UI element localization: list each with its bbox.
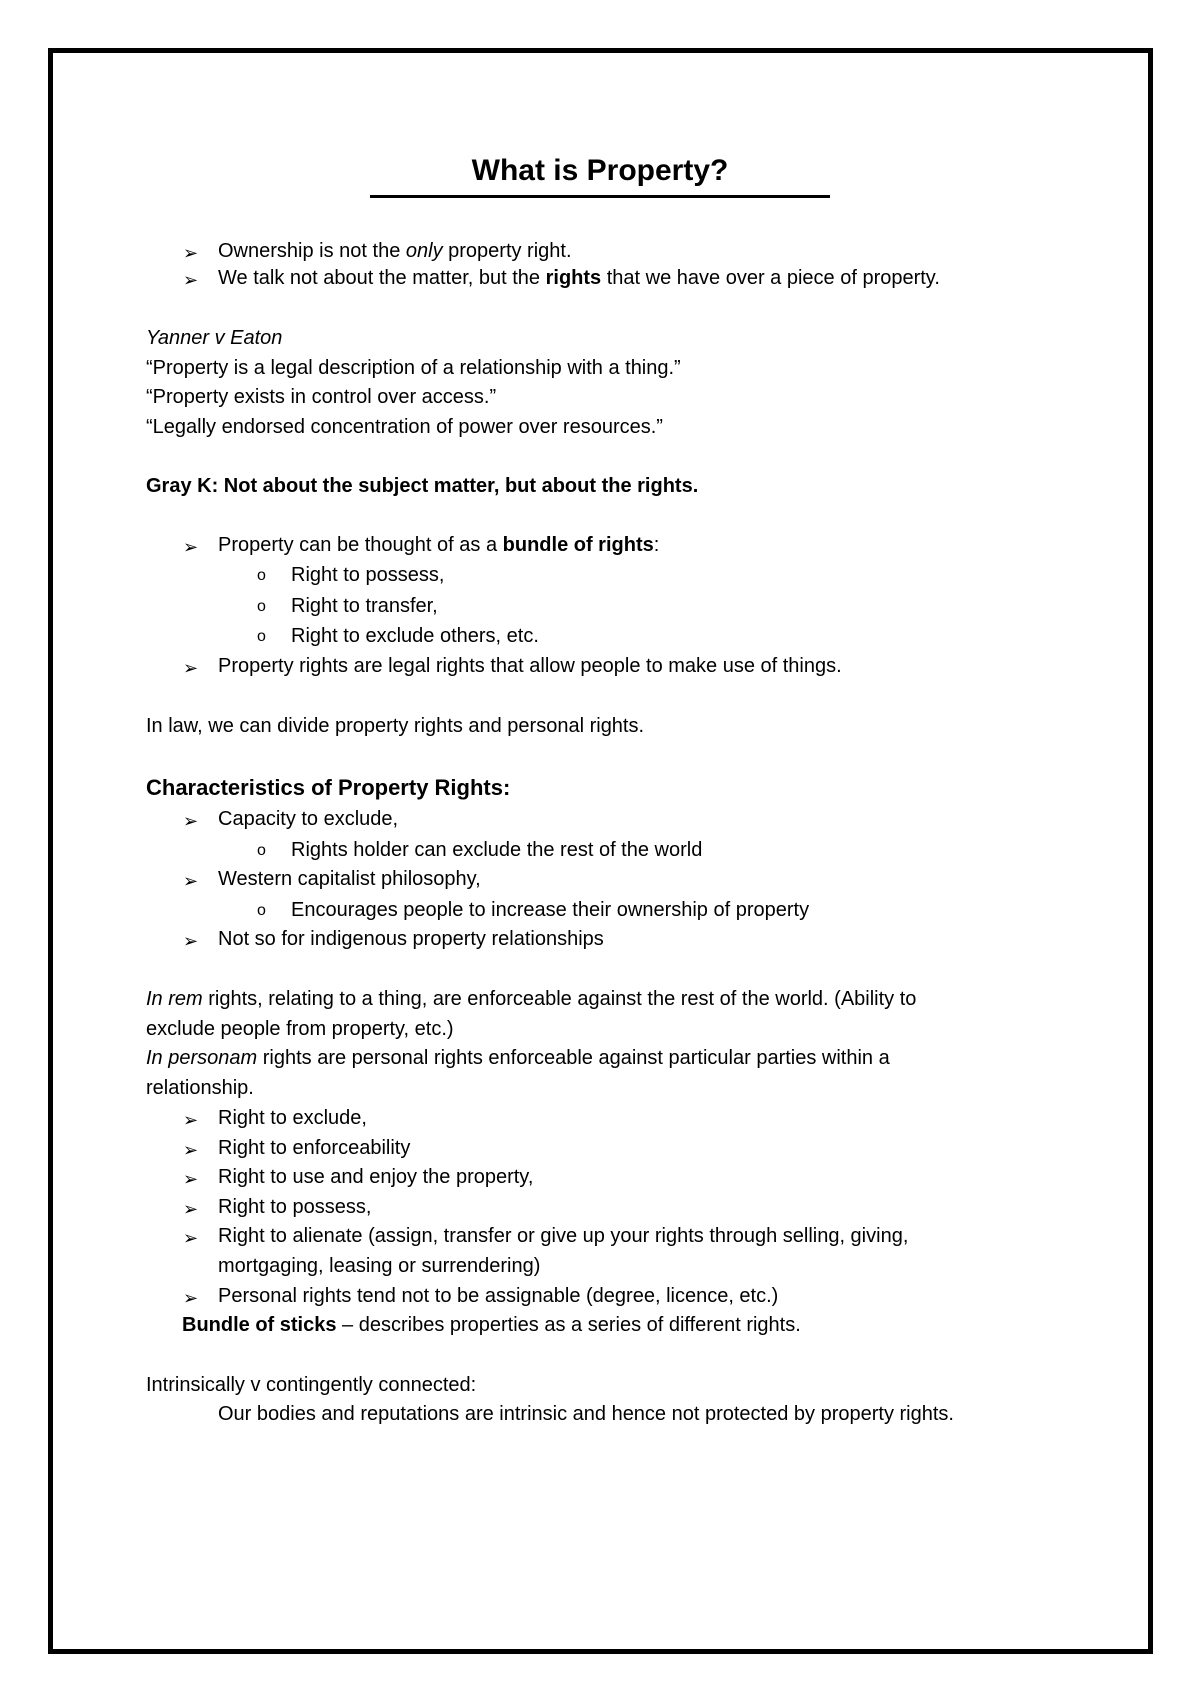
list-item: Right to enforceability (218, 1137, 411, 1159)
title-underline (370, 195, 830, 198)
arrow-bullet-icon: ➢ (183, 871, 199, 891)
bullet-ownership: Ownership is not the only property right. (218, 240, 572, 262)
list-item-continuation: mortgaging, leasing or surrendering) (218, 1255, 541, 1277)
sub-bullet: Right to exclude others, etc. (291, 625, 539, 647)
circle-bullet-icon: o (257, 567, 266, 584)
list-item: Right to alienate (assign, transfer or give up your rights through selling, giving, (218, 1225, 909, 1247)
list-item: Personal rights tend not to be assignable (degree, licence, etc.) (218, 1285, 779, 1307)
bullet-bundle: Property can be thought of as a bundle of rights: (218, 534, 660, 556)
circle-bullet-icon: o (257, 842, 266, 859)
arrow-bullet-icon: ➢ (183, 537, 199, 557)
arrow-bullet-icon: ➢ (183, 658, 199, 678)
intrinsic-text: Our bodies and reputations are intrinsic and hence not protected by property rights. (218, 1403, 954, 1425)
in-personam-line-2: relationship. (146, 1077, 254, 1099)
circle-bullet-icon: o (257, 598, 266, 615)
case-quote: “Legally endorsed concentration of power over resources.” (146, 416, 663, 438)
bullet-capacity: Capacity to exclude, (218, 808, 399, 830)
arrow-bullet-icon: ➢ (183, 1288, 199, 1308)
circle-bullet-icon: o (257, 628, 266, 645)
arrow-bullet-icon: ➢ (183, 931, 199, 951)
arrow-bullet-icon: ➢ (183, 1169, 199, 1189)
case-quote: “Property exists in control over access.” (146, 386, 497, 408)
divide-note: In law, we can divide property rights and personal rights. (146, 715, 645, 737)
arrow-bullet-icon: ➢ (183, 1140, 199, 1160)
list-item: Right to possess, (218, 1196, 372, 1218)
intrinsic-heading: Intrinsically v contingently connected: (146, 1374, 477, 1396)
sub-bullet: Rights holder can exclude the rest of the world (291, 839, 703, 861)
in-rem-line-2: exclude people from property, etc.) (146, 1018, 454, 1040)
arrow-bullet-icon: ➢ (183, 811, 199, 831)
bullet-western: Western capitalist philosophy, (218, 868, 481, 890)
bundle-of-sticks: Bundle of sticks – describes properties as a series of different rights. (182, 1314, 801, 1336)
bullet-legal-rights: Property rights are legal rights that allow people to make use of things. (218, 655, 842, 677)
list-item: Right to exclude, (218, 1107, 367, 1129)
arrow-bullet-icon: ➢ (183, 1199, 199, 1219)
sub-bullet: Right to possess, (291, 564, 445, 586)
sub-bullet: Encourages people to increase their ownership of property (291, 899, 810, 921)
in-personam-line-1: In personam rights are personal rights enforceable against particular parties within a (146, 1047, 890, 1069)
page-title: What is Property? (471, 154, 729, 187)
circle-bullet-icon: o (257, 902, 266, 919)
section-heading: Characteristics of Property Rights: (146, 775, 511, 800)
gray-k-note: Gray K: Not about the subject matter, but about the rights. (146, 475, 699, 497)
sub-bullet: Right to transfer, (291, 595, 438, 617)
bullet-indigenous: Not so for indigenous property relationships (218, 928, 604, 950)
arrow-bullet-icon: ➢ (183, 1228, 199, 1248)
case-quote: “Property is a legal description of a relationship with a thing.” (146, 357, 681, 379)
arrow-bullet-icon: ➢ (183, 1110, 199, 1130)
in-rem-line-1: In rem rights, relating to a thing, are enforceable against the rest of the world. (Ability to (146, 988, 917, 1010)
arrow-bullet-icon: ➢ (183, 270, 199, 290)
list-item: Right to use and enjoy the property, (218, 1166, 534, 1188)
case-name: Yanner v Eaton (146, 327, 283, 349)
bullet-rights-matter: We talk not about the matter, but the rights that we have over a piece of property. (218, 267, 940, 289)
arrow-bullet-icon: ➢ (183, 243, 199, 263)
